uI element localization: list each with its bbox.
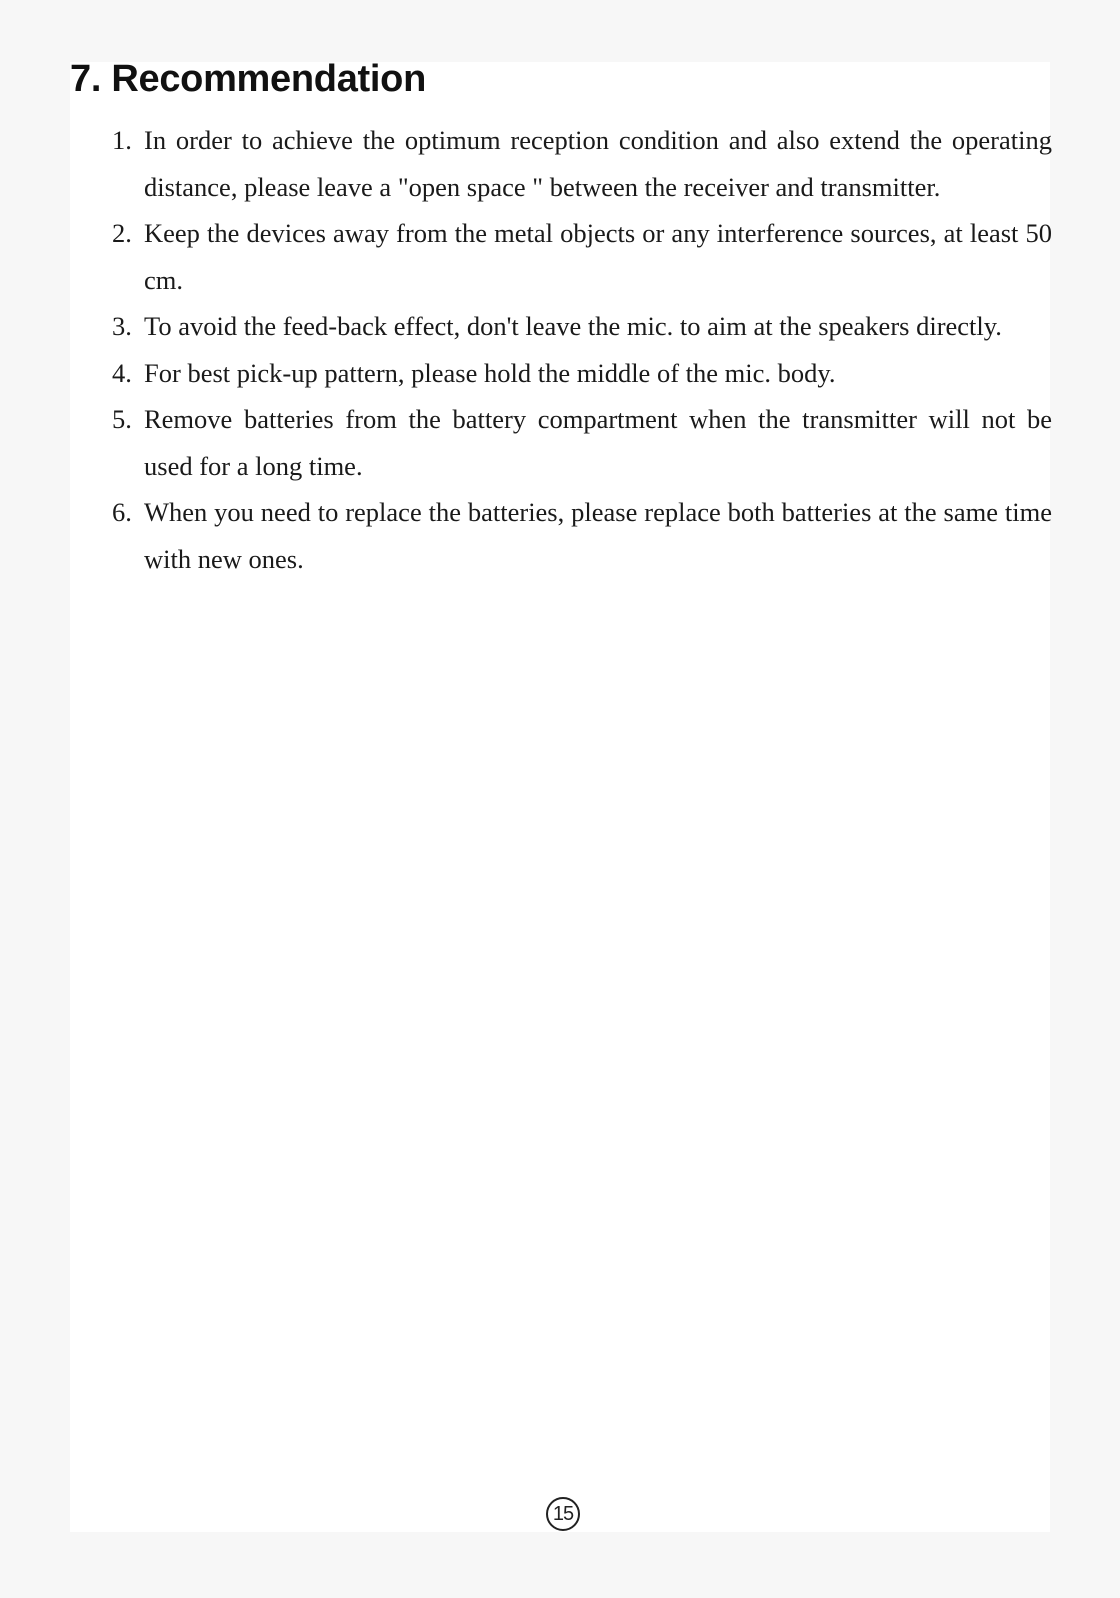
item-text: Remove batteries from the battery compartment when the transmitter will not be used for a long time. [144,404,1052,481]
list-item [112,350,1052,397]
section-heading: 7. Recommendation [70,58,426,100]
item-number: 4. [112,357,132,388]
list-item [112,303,1052,350]
recommendation-list [112,117,1052,582]
item-text: Keep the devices away from the metal objects or any interference sources, at least 50 cm. [144,218,1052,295]
item-number: 2. [112,218,132,248]
item-number: 1. [112,125,132,155]
list-item [112,117,1052,210]
item-text: When you need to replace the batteries, please replace both batteries at the same time with new ones. [144,497,1052,574]
page-number-badge: 15 [546,1497,580,1531]
item-text: In order to achieve the optimum reception condition and also extend the operating distance, please leave a "open space " between the receiver and transmitter. [144,125,1052,202]
item-number: 3. [112,311,132,341]
item-text: To avoid the feed-back effect, don't leave the mic. to aim at the speakers directly. [144,311,1002,341]
item-text: For best pick-up pattern, please hold the middle of the mic. body. [144,357,836,388]
list-item [112,489,1052,582]
list-item [112,210,1052,303]
item-number: 5. [112,404,132,434]
list-item [112,396,1052,489]
item-number: 6. [112,497,132,527]
